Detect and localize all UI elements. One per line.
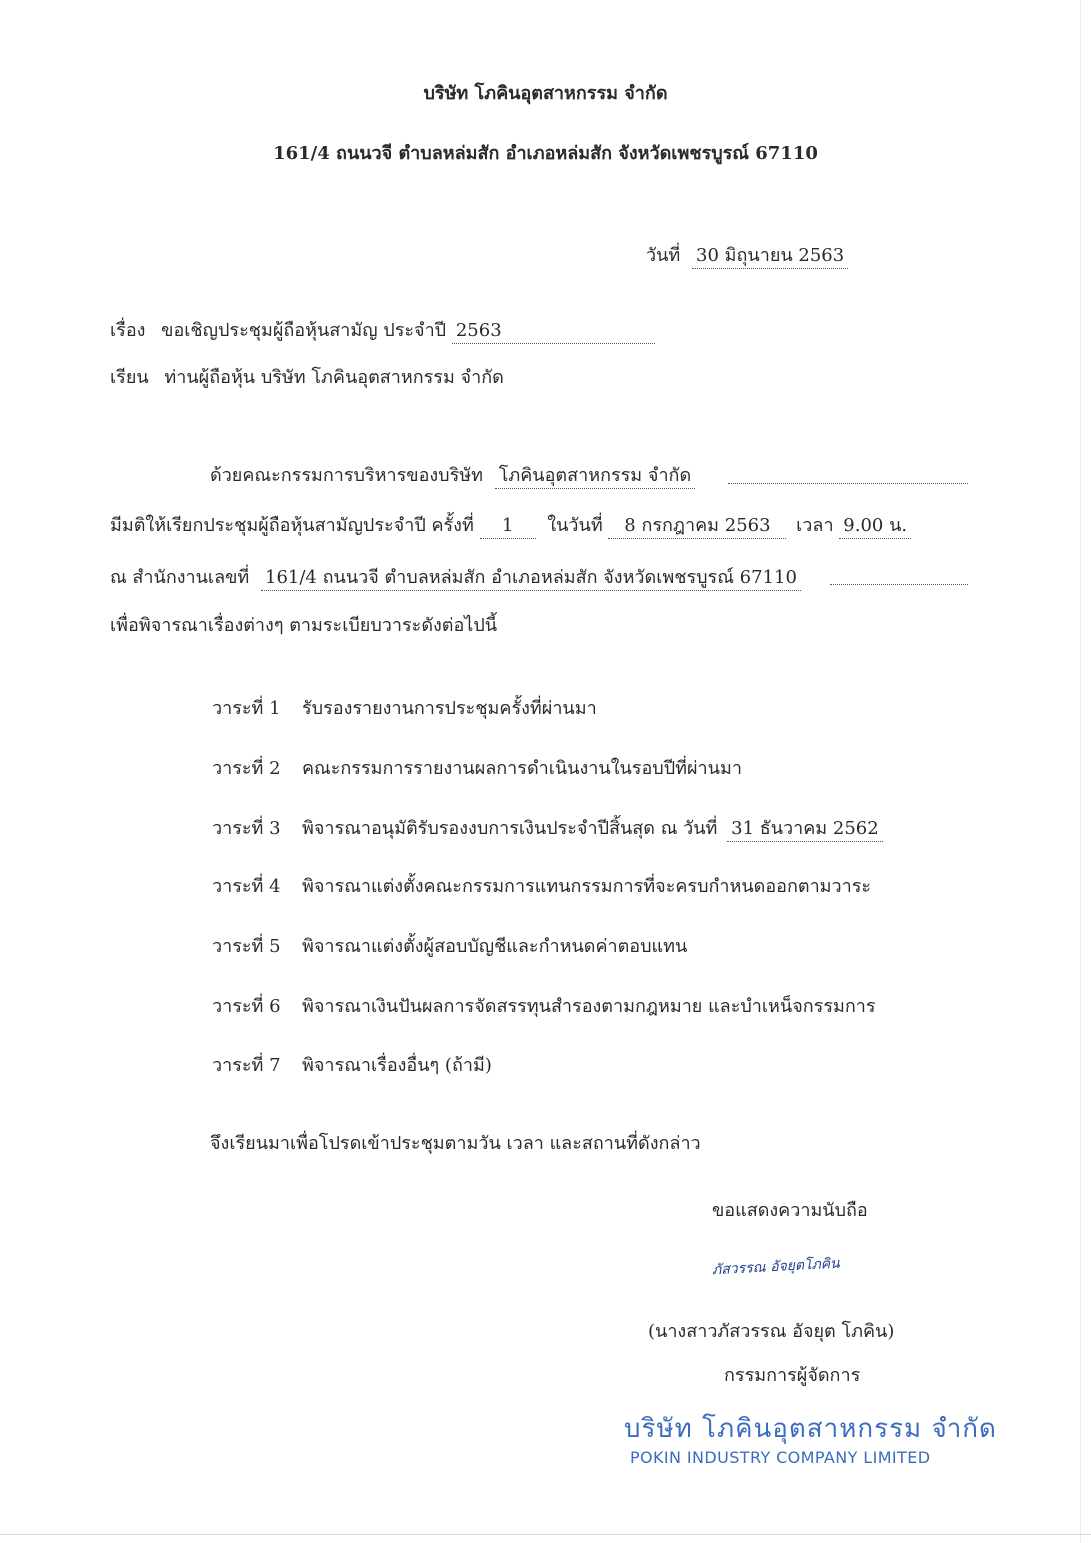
page-bottom-edge (0, 1534, 1091, 1535)
subject-label: เรื่อง (110, 320, 146, 341)
subject-year: 2563 (452, 320, 655, 344)
signatory-name: (นางสาวภัสวรรณ อัจยุต โภคิน) (648, 1321, 895, 1342)
handwritten-signature: ภัสวรรณ อัจยุตโภคิน (711, 1255, 841, 1279)
agenda-item (212, 1050, 492, 1079)
agenda-item (212, 693, 597, 722)
company-address: 161/4 ถนนวจี ตำบลหล่มสัก อำเภอหล่มสัก จังหวัดเพชรบูรณ์ 67110 (273, 143, 818, 164)
date-value: 30 มิถุนายน 2563 (692, 245, 848, 269)
meeting-time-label: เวลา (796, 515, 834, 536)
meeting-date-label: ในวันที่ (547, 515, 603, 536)
agenda-text: พิจารณาแต่งตั้งผู้สอบบัญชีและกำหนดค่าตอบแทน (302, 936, 688, 957)
closing-text: จึงเรียนมาเพื่อโปรดเข้าประชุมตามวัน เวลา และสถานที่ดังกล่าว (210, 1133, 701, 1154)
page-edge (1080, 0, 1081, 1543)
regards-text: ขอแสดงความนับถือ (712, 1200, 868, 1221)
agenda-text: พิจารณาแต่งตั้งคณะกรรมการแทนกรรมการที่จะครบกำหนดออกตามวาระ (302, 876, 872, 897)
recipient-label: เรียน (110, 367, 149, 388)
agenda-text: รับรองรายงานการประชุมครั้งที่ผ่านมา (302, 698, 597, 719)
recipient-line (110, 362, 504, 391)
agenda-text: คณะกรรมการรายงานผลการดำเนินงานในรอบปีที่ผ่านมา (302, 758, 742, 779)
agenda-item (212, 871, 871, 900)
agenda-text: พิจารณาเงินปันผลการจัดสรรทุนสำรองตามกฎหมาย และบำเหน็จกรรมการ (302, 996, 876, 1017)
body-line1-company: โภคินอุตสาหกรรม จำกัด (495, 465, 695, 489)
dotted-fill (830, 584, 968, 585)
recipient-text: ท่านผู้ถือหุ้น บริษัท โภคินอุตสาหกรรม จำกัด (164, 367, 504, 388)
agenda-date: 31 ธันวาคม 2562 (727, 818, 883, 842)
agenda-label: วาระที่ 5 (212, 936, 281, 957)
body-line1-prefix: ด้วยคณะกรรมการบริหารของบริษัท (210, 465, 483, 486)
body-line-2 (110, 510, 911, 539)
meeting-location: 161/4 ถนนวจี ตำบลหล่มสัก อำเภอหล่มสัก จังหวัดเพชรบูรณ์ 67110 (261, 567, 801, 591)
signatory-position: กรรมการผู้จัดการ (724, 1365, 861, 1386)
meeting-date: 8 กรกฎาคม 2563 (608, 515, 786, 539)
agenda-item (212, 753, 742, 782)
agenda-text: พิจารณาเรื่องอื่นๆ (ถ้ามี) (302, 1055, 492, 1076)
agenda-label: วาระที่ 3 (212, 818, 281, 839)
agenda-text: พิจารณาอนุมัติรับรองงบการเงินประจำปีสิ้นสุด ณ วันที่ (302, 818, 718, 839)
agenda-item (212, 931, 687, 960)
agenda-label: วาระที่ 2 (212, 758, 281, 779)
subject-text: ขอเชิญประชุมผู้ถือหุ้นสามัญ ประจำปี (161, 320, 447, 341)
meeting-prefix: มีมติให้เรียกประชุมผู้ถือหุ้นสามัญประจำปี ครั้งที่ (110, 515, 474, 536)
agenda-intro: เพื่อพิจารณาเรื่องต่างๆ ตามระเบียบวาระดังต่อไปนี้ (110, 615, 498, 636)
date-label: วันที่ (646, 245, 681, 266)
meeting-number: 1 (480, 515, 536, 539)
body-line-1 (210, 460, 695, 489)
subject-line (110, 315, 655, 344)
body-line-3 (110, 562, 801, 591)
company-title: บริษัท โภคินอุตสาหกรรม จำกัด (423, 83, 668, 104)
agenda-label: วาระที่ 7 (212, 1055, 281, 1076)
agenda-label: วาระที่ 4 (212, 876, 281, 897)
agenda-label: วาระที่ 1 (212, 698, 281, 719)
dotted-fill (728, 483, 968, 484)
date-line (646, 240, 848, 269)
meeting-time: 9.00 น. (839, 515, 911, 539)
stamp-english: POKIN INDUSTRY COMPANY LIMITED (630, 1448, 931, 1467)
agenda-label: วาระที่ 6 (212, 996, 281, 1017)
location-label: ณ สำนักงานเลขที่ (110, 567, 250, 588)
agenda-item (212, 991, 876, 1020)
stamp-thai: บริษัท โภคินอุตสาหกรรม จำกัด (624, 1414, 997, 1444)
agenda-item (212, 813, 883, 842)
